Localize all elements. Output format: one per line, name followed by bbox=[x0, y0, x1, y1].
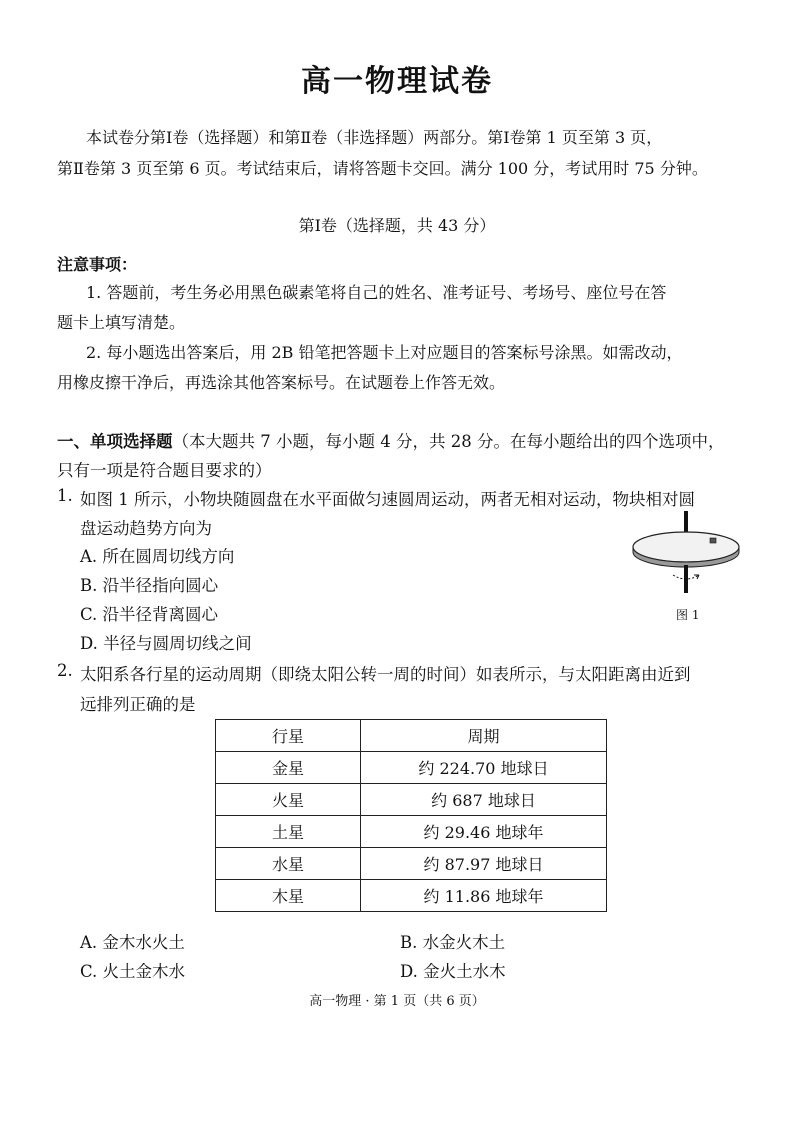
table-header-row bbox=[216, 720, 607, 752]
q2-option-a: A. 金木水火土 bbox=[80, 933, 185, 952]
header-period: 周期 bbox=[361, 720, 607, 752]
q1-option-d: D. 半径与圆周切线之间 bbox=[80, 634, 252, 653]
rotation-arrow-head bbox=[694, 575, 699, 579]
part1-heading: 第Ⅰ卷（选择题，共 43 分） bbox=[298, 216, 496, 235]
table-row bbox=[216, 816, 607, 848]
q2-option-c: C. 火土金木水 bbox=[80, 962, 186, 981]
section1-desc-line-1: （本大题共 7 小题，每小题 4 分，共 28 分。在每小题给出的四个选项中， bbox=[172, 432, 725, 451]
q1-stem-line-2: 盘运动趋势方向为 bbox=[80, 519, 212, 538]
table-row bbox=[216, 752, 607, 784]
table-row bbox=[216, 848, 607, 880]
period-cell: 约 29.46 地球年 bbox=[361, 816, 607, 848]
q1-stem-line-1: 如图 1 所示，小物块随圆盘在水平面做匀速圆周运动，两者无相对运动，物块相对圆 bbox=[80, 490, 695, 509]
figure-1-caption: 图 1 bbox=[676, 608, 700, 622]
planet-cell: 水星 bbox=[216, 848, 361, 880]
q2-stem-line-1: 太阳系各行星的运动周期（即绕太阳公转一周的时间）如表所示，与太阳距离由近到 bbox=[80, 665, 691, 684]
q2-number: 2. bbox=[57, 661, 73, 680]
intro-line-1: 本试卷分第Ⅰ卷（选择题）和第Ⅱ卷（非选择题）两部分。第Ⅰ卷第 1 页至第 3 页， bbox=[86, 128, 663, 147]
small-block bbox=[710, 538, 716, 543]
period-cell: 约 87.97 地球日 bbox=[361, 848, 607, 880]
rotating-disk-figure bbox=[626, 505, 748, 597]
section1-desc-line-2: 只有一项是符合题目要求的） bbox=[57, 461, 272, 480]
planet-cell: 火星 bbox=[216, 784, 361, 816]
q2-option-b: B. 水金火木土 bbox=[400, 933, 506, 952]
q1-option-b: B. 沿半径指向圆心 bbox=[80, 576, 219, 595]
period-cell: 约 224.70 地球日 bbox=[361, 752, 607, 784]
page-footer: 高一物理 · 第 1 页（共 6 页） bbox=[309, 994, 485, 1009]
q2-stem-line-2: 远排列正确的是 bbox=[80, 695, 196, 714]
notice-item-2-line-1: 2. 每小题选出答案后，用 2B 铅笔把答题卡上对应题目的答案标号涂黑。如需改动， bbox=[86, 343, 683, 362]
section1-heading: 一、单项选择题 bbox=[57, 432, 173, 451]
section1-header bbox=[57, 428, 724, 452]
table-row bbox=[216, 880, 607, 912]
planet-period-table bbox=[215, 719, 607, 912]
planet-cell: 土星 bbox=[216, 816, 361, 848]
q1-option-c: C. 沿半径背离圆心 bbox=[80, 605, 219, 624]
table-row bbox=[216, 784, 607, 816]
q1-option-a: A. 所在圆周切线方向 bbox=[80, 547, 235, 566]
notice-label: 注意事项： bbox=[57, 255, 138, 274]
q2-option-d: D. 金火土水木 bbox=[400, 962, 506, 981]
period-cell: 约 687 地球日 bbox=[361, 784, 607, 816]
header-planet: 行星 bbox=[216, 720, 361, 752]
notice-item-1-line-2: 题卡上填写清楚。 bbox=[57, 313, 186, 332]
intro-line-2: 第Ⅱ卷第 3 页至第 6 页。考试结束后，请将答题卡交回。满分 100 分，考试用时 75 分钟。 bbox=[57, 159, 708, 178]
q1-number: 1. bbox=[57, 486, 73, 505]
planet-cell: 金星 bbox=[216, 752, 361, 784]
page-title: 高一物理试卷 bbox=[301, 64, 493, 99]
notice-item-2-line-2: 用橡皮擦干净后，再选涂其他答案标号。在试题卷上作答无效。 bbox=[57, 373, 506, 392]
period-cell: 约 11.86 地球年 bbox=[361, 880, 607, 912]
planet-cell: 木星 bbox=[216, 880, 361, 912]
notice-item-1-line-1: 1. 答题前，考生务必用黑色碳素笔将自己的姓名、准考证号、考场号、座位号在答 bbox=[86, 283, 667, 302]
